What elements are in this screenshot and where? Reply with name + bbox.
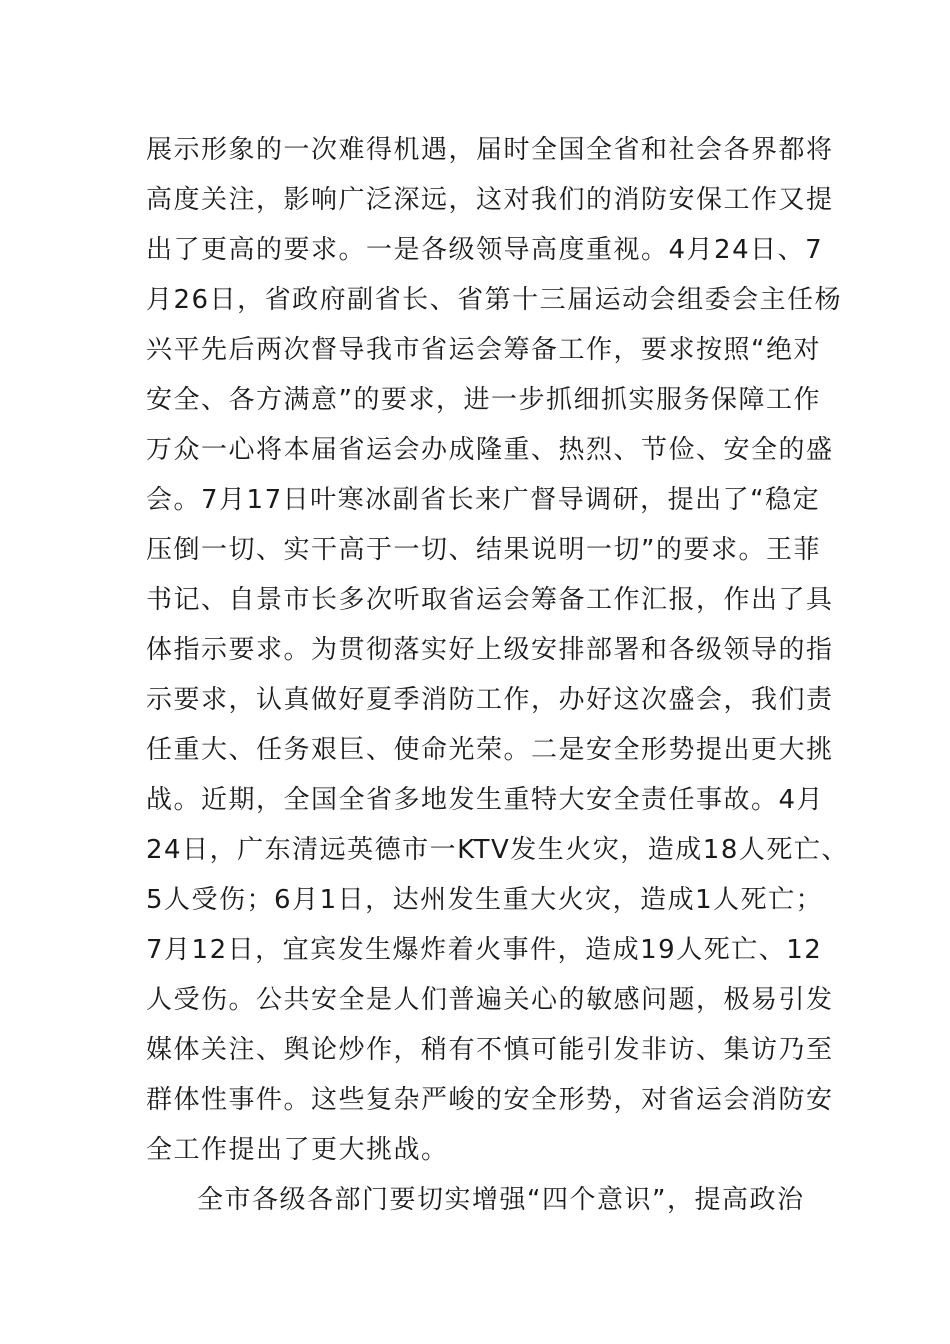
body-text-line: 展示形象的一次难得机遇，届时全国全省和社会各界都将 bbox=[146, 135, 834, 165]
body-text-line: 兴平先后两次督导我市省运会筹备工作，要求按照“绝对 bbox=[146, 335, 821, 365]
body-text-line: 5人受伤；6月1日，达州发生重大火灾，造成1人死亡； bbox=[146, 885, 824, 915]
body-text-line: 安全、各方满意”的要求，进一步抓细抓实服务保障工作 bbox=[146, 385, 821, 415]
body-text-line: 示要求，认真做好夏季消防工作，办好这次盛会，我们责 bbox=[146, 685, 834, 715]
body-text-line: 书记、自景市长多次听取省运会筹备工作汇报，作出了具 bbox=[146, 585, 834, 615]
body-text-line: 战。近期，全国全省多地发生重特大安全责任事故。4月 bbox=[146, 785, 825, 815]
body-text-line: 24日，广东清远英德市一KTV发生火灾，造成18人死亡、 bbox=[146, 835, 849, 865]
body-text-line: 压倒一切、实干高于一切、结果说明一切”的要求。王菲 bbox=[146, 535, 821, 565]
body-text-line: 体指示要求。为贯彻落实好上级安排部署和各级领导的指 bbox=[146, 635, 834, 665]
body-text-line: 出了更高的要求。一是各级领导高度重视。4月24日、7 bbox=[146, 235, 824, 265]
body-text-line: 任重大、任务艰巨、使命光荣。二是安全形势提出更大挑 bbox=[146, 735, 834, 765]
body-text-line: 万众一心将本届省运会办成隆重、热烈、节俭、安全的盛 bbox=[146, 435, 834, 465]
body-text-line: 高度关注，影响广泛深远，这对我们的消防安保工作又提 bbox=[146, 185, 834, 215]
body-text-line: 人受伤。公共安全是人们普遍关心的敏感问题，极易引发 bbox=[146, 985, 834, 1015]
body-text-line: 群体性事件。这些复杂严峻的安全形势，对省运会消防安 bbox=[146, 1085, 834, 1115]
body-text-line: 7月12日，宜宾发生爆炸着火事件，造成19人死亡、12 bbox=[146, 935, 823, 965]
body-text-line: 全市各级各部门要切实增强“四个意识”，提高政治 bbox=[197, 1185, 805, 1215]
body-text-line: 月26日，省政府副省长、省第十三届运动会组委会主任杨 bbox=[146, 285, 843, 315]
body-text-line: 全工作提出了更大挑战。 bbox=[146, 1135, 449, 1165]
body-text-line: 会。7月17日叶寒冰副省长来广督导调研，提出了“稳定 bbox=[146, 485, 821, 515]
body-text-line: 媒体关注、舆论炒作，稍有不慎可能引发非访、集访乃至 bbox=[146, 1035, 834, 1065]
